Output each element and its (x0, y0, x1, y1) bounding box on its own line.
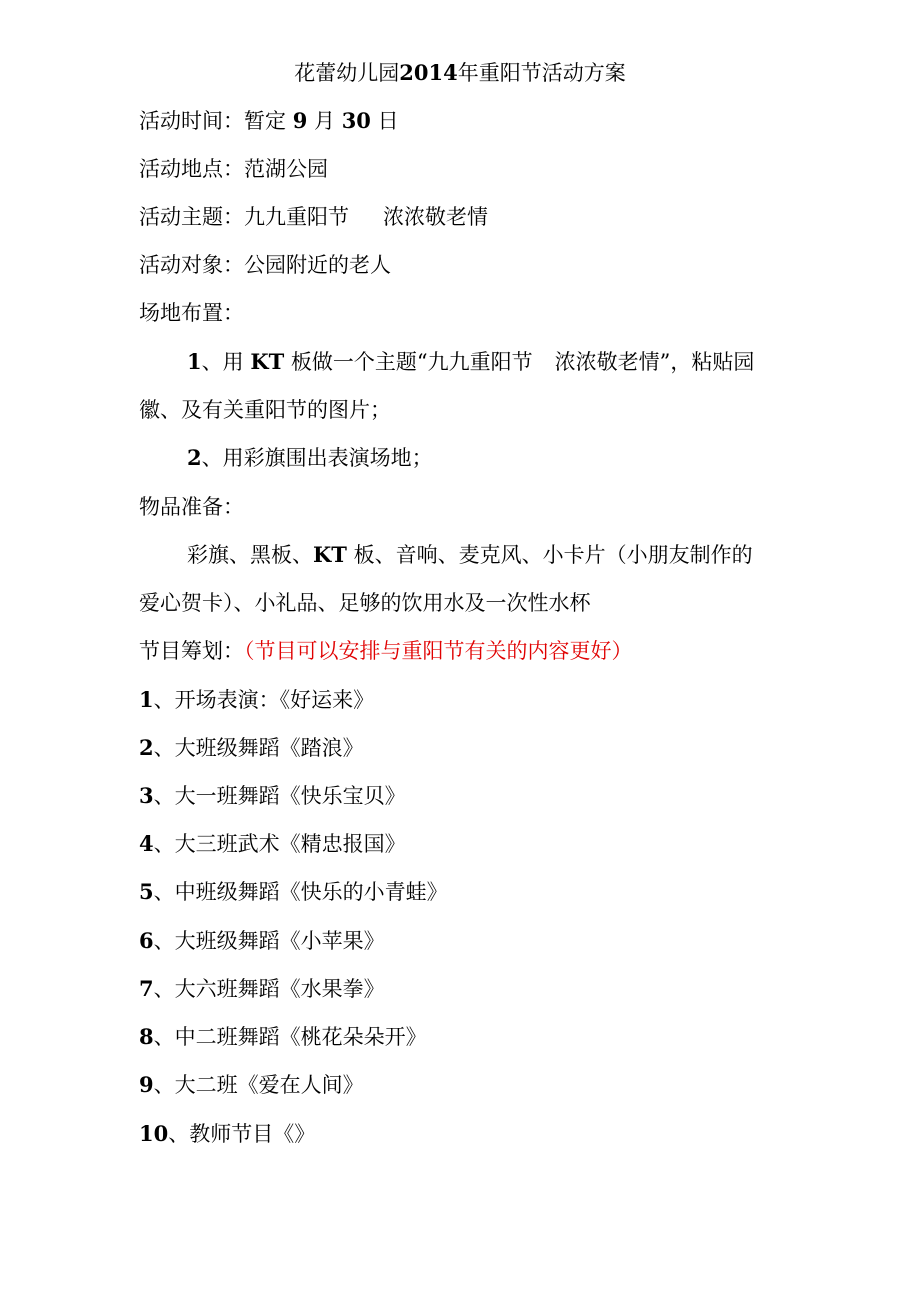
title-rest: 年重阳节活动方案 (457, 61, 626, 85)
program-item-text: 、大班级舞蹈《踏浪》 (153, 736, 364, 760)
program-item-text: 、教师节目《》 (168, 1122, 316, 1146)
program-item (139, 1119, 830, 1149)
program-item (139, 685, 830, 715)
target-value: 公园附近的老人 (244, 253, 391, 277)
program-item-number: 3 (139, 783, 154, 808)
program-item-number: 10 (139, 1121, 169, 1146)
program-item-number: 2 (139, 735, 154, 760)
time-mid: 月 (314, 109, 335, 133)
materials-line-1-post: 板、音响、麦克风、小卡片（小朋友制作的 (353, 543, 753, 567)
program-item (139, 733, 830, 763)
program-item (139, 877, 830, 907)
program-item (139, 926, 830, 956)
activity-theme-row (139, 202, 830, 232)
activity-time-row (139, 106, 830, 136)
theme-part2: 浓浓敬老情 (383, 205, 488, 229)
program-heading-row (139, 636, 830, 666)
time-day: 30 (341, 108, 371, 133)
program-item-text: 、大班级舞蹈《小苹果》 (153, 929, 385, 953)
place-value: 范湖公园 (244, 157, 328, 181)
program-item-text: 、中二班舞蹈《桃花朵朵开》 (153, 1025, 427, 1049)
title-year: 2014 (399, 60, 458, 85)
venue-item-2-text: 、用彩旗围出表演场地； (201, 446, 433, 470)
program-item-number: 1 (139, 687, 154, 712)
program-item (139, 1022, 830, 1052)
venue-heading: 场地布置： (139, 301, 244, 325)
materials-kt: KT (313, 542, 347, 567)
program-item-text: 、大六班舞蹈《水果拳》 (153, 977, 385, 1001)
time-month: 9 (292, 108, 308, 133)
activity-place-row (139, 154, 830, 184)
time-label: 活动时间： (139, 109, 244, 133)
place-label: 活动地点： (139, 157, 244, 181)
venue-item-1 (187, 347, 830, 377)
program-item-text: 、大二班《爱在人间》 (153, 1073, 364, 1097)
venue-item-1-pre: 、用 (201, 350, 244, 374)
program-item-number: 9 (139, 1072, 154, 1097)
program-item-number: 5 (139, 879, 154, 904)
venue-item-1-number: 1 (187, 349, 202, 374)
venue-item-1-end: 浓浓敬老情”，粘贴园 (554, 350, 755, 374)
program-item (139, 781, 830, 811)
venue-item-1-kt: KT (250, 349, 285, 374)
materials-line-1-pre: 彩旗、黑板、 (187, 543, 313, 567)
program-item-number: 6 (139, 928, 154, 953)
program-item-text: 、开场表演：《好运来》 (153, 688, 375, 712)
venue-item-2-number: 2 (187, 445, 202, 470)
time-pre: 暂定 (244, 109, 286, 133)
materials-line-2: 爱心贺卡）、小礼品、足够的饮用水及一次性水杯 (139, 591, 591, 615)
theme-part1: 九九重阳节 (244, 205, 349, 229)
program-note: （节目可以安排与重阳节有关的内容更好） (244, 639, 633, 663)
document-title (0, 58, 920, 88)
program-item-number: 7 (139, 976, 154, 1001)
program-item (139, 829, 830, 859)
program-item-number: 4 (139, 831, 154, 856)
time-post: 日 (377, 109, 399, 133)
venue-item-1-mid: 板做一个主题“九九重阳节 (290, 350, 533, 374)
target-label: 活动对象： (139, 253, 244, 277)
materials-line-1 (187, 540, 830, 570)
venue-item-1-continued: 徽、及有关重阳节的图片； (139, 398, 391, 422)
program-item-text: 、中班级舞蹈《快乐的小青蛙》 (153, 880, 448, 904)
title-kindergarten: 花蕾幼儿园 (294, 61, 400, 85)
program-heading: 节目筹划： (139, 639, 244, 663)
program-item (139, 974, 830, 1004)
program-item-text: 、大三班武术《精忠报国》 (153, 832, 406, 856)
program-item (139, 1070, 830, 1100)
materials-heading: 物品准备： (139, 495, 244, 519)
activity-target-row (139, 250, 830, 280)
theme-label: 活动主题： (139, 205, 244, 229)
venue-item-2 (187, 443, 830, 473)
program-item-number: 8 (139, 1024, 154, 1049)
program-item-text: 、大一班舞蹈《快乐宝贝》 (153, 784, 406, 808)
